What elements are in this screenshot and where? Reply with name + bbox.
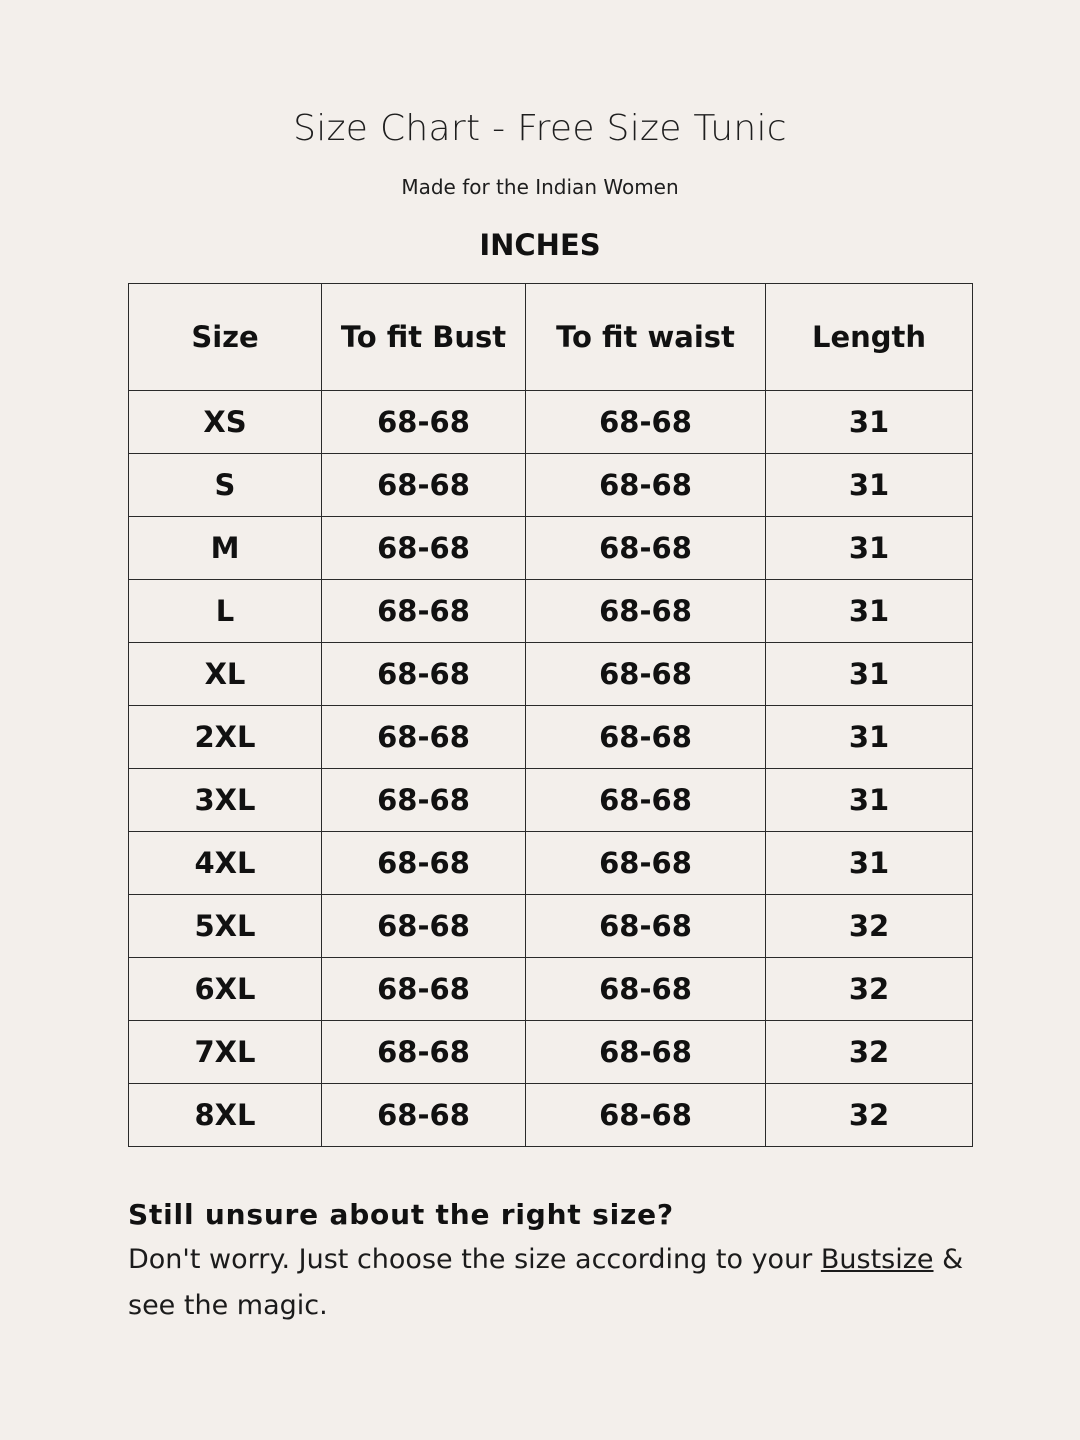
table-row bbox=[129, 832, 973, 895]
bust-cell: 68-68 bbox=[322, 895, 526, 958]
bust-cell: 68-68 bbox=[322, 391, 526, 454]
waist-cell: 68-68 bbox=[526, 391, 766, 454]
length-cell: 31 bbox=[766, 391, 973, 454]
size-cell: XL bbox=[129, 643, 322, 706]
waist-cell: 68-68 bbox=[526, 895, 766, 958]
unit-label: INCHES bbox=[479, 228, 601, 262]
length-cell: 31 bbox=[766, 517, 973, 580]
table-row bbox=[129, 895, 973, 958]
table-body bbox=[129, 391, 973, 1147]
size-cell: M bbox=[129, 517, 322, 580]
table-row bbox=[129, 958, 973, 1021]
waist-cell: 68-68 bbox=[526, 454, 766, 517]
bust-cell: 68-68 bbox=[322, 1021, 526, 1084]
length-cell: 32 bbox=[766, 958, 973, 1021]
table-header-row bbox=[129, 284, 973, 391]
length-cell: 31 bbox=[766, 832, 973, 895]
page-subtitle: Made for the Indian Women bbox=[401, 175, 679, 199]
bust-cell: 68-68 bbox=[322, 454, 526, 517]
length-cell: 31 bbox=[766, 706, 973, 769]
waist-cell: 68-68 bbox=[526, 580, 766, 643]
waist-cell: 68-68 bbox=[526, 832, 766, 895]
table-row bbox=[129, 643, 973, 706]
page-title: Size Chart - Free Size Tunic bbox=[293, 108, 787, 149]
size-cell: S bbox=[129, 454, 322, 517]
bust-cell: 68-68 bbox=[322, 580, 526, 643]
length-cell: 31 bbox=[766, 580, 973, 643]
waist-cell: 68-68 bbox=[526, 706, 766, 769]
column-header-length: Length bbox=[766, 284, 973, 391]
table-row bbox=[129, 517, 973, 580]
table-row bbox=[129, 706, 973, 769]
column-header-waist: To fit waist bbox=[526, 284, 766, 391]
bust-cell: 68-68 bbox=[322, 769, 526, 832]
size-cell: 7XL bbox=[129, 1021, 322, 1084]
column-header-bust: To fit Bust bbox=[322, 284, 526, 391]
waist-cell: 68-68 bbox=[526, 1084, 766, 1147]
size-chart-table bbox=[128, 283, 973, 1147]
note-heading: Still unsure about the right size? bbox=[128, 1198, 674, 1231]
waist-cell: 68-68 bbox=[526, 958, 766, 1021]
table-row bbox=[129, 580, 973, 643]
length-cell: 32 bbox=[766, 1084, 973, 1147]
table-row bbox=[129, 454, 973, 517]
length-cell: 31 bbox=[766, 769, 973, 832]
note-text-after: & see the magic. bbox=[128, 1244, 964, 1321]
waist-cell: 68-68 bbox=[526, 643, 766, 706]
bust-cell: 68-68 bbox=[322, 643, 526, 706]
bust-cell: 68-68 bbox=[322, 517, 526, 580]
note-text-before: Don't worry. Just choose the size according to your bbox=[128, 1244, 821, 1275]
table-row bbox=[129, 391, 973, 454]
bustsize-link[interactable]: Bustsize bbox=[820, 1244, 934, 1275]
length-cell: 31 bbox=[766, 454, 973, 517]
bust-cell: 68-68 bbox=[322, 706, 526, 769]
table-row bbox=[129, 769, 973, 832]
column-header-size: Size bbox=[129, 284, 322, 391]
size-cell: XS bbox=[129, 391, 322, 454]
size-help-note bbox=[128, 1198, 968, 1329]
length-cell: 31 bbox=[766, 643, 973, 706]
size-cell: 3XL bbox=[129, 769, 322, 832]
length-cell: 32 bbox=[766, 1021, 973, 1084]
size-cell: 6XL bbox=[129, 958, 322, 1021]
waist-cell: 68-68 bbox=[526, 1021, 766, 1084]
bust-cell: 68-68 bbox=[322, 958, 526, 1021]
bust-cell: 68-68 bbox=[322, 832, 526, 895]
size-cell: 4XL bbox=[129, 832, 322, 895]
size-cell: 8XL bbox=[129, 1084, 322, 1147]
length-cell: 32 bbox=[766, 895, 973, 958]
waist-cell: 68-68 bbox=[526, 769, 766, 832]
size-cell: 5XL bbox=[129, 895, 322, 958]
waist-cell: 68-68 bbox=[526, 517, 766, 580]
table-row bbox=[129, 1084, 973, 1147]
table-row bbox=[129, 1021, 973, 1084]
size-cell: 2XL bbox=[129, 706, 322, 769]
note-body bbox=[128, 1237, 968, 1329]
size-cell: L bbox=[129, 580, 322, 643]
bust-cell: 68-68 bbox=[322, 1084, 526, 1147]
